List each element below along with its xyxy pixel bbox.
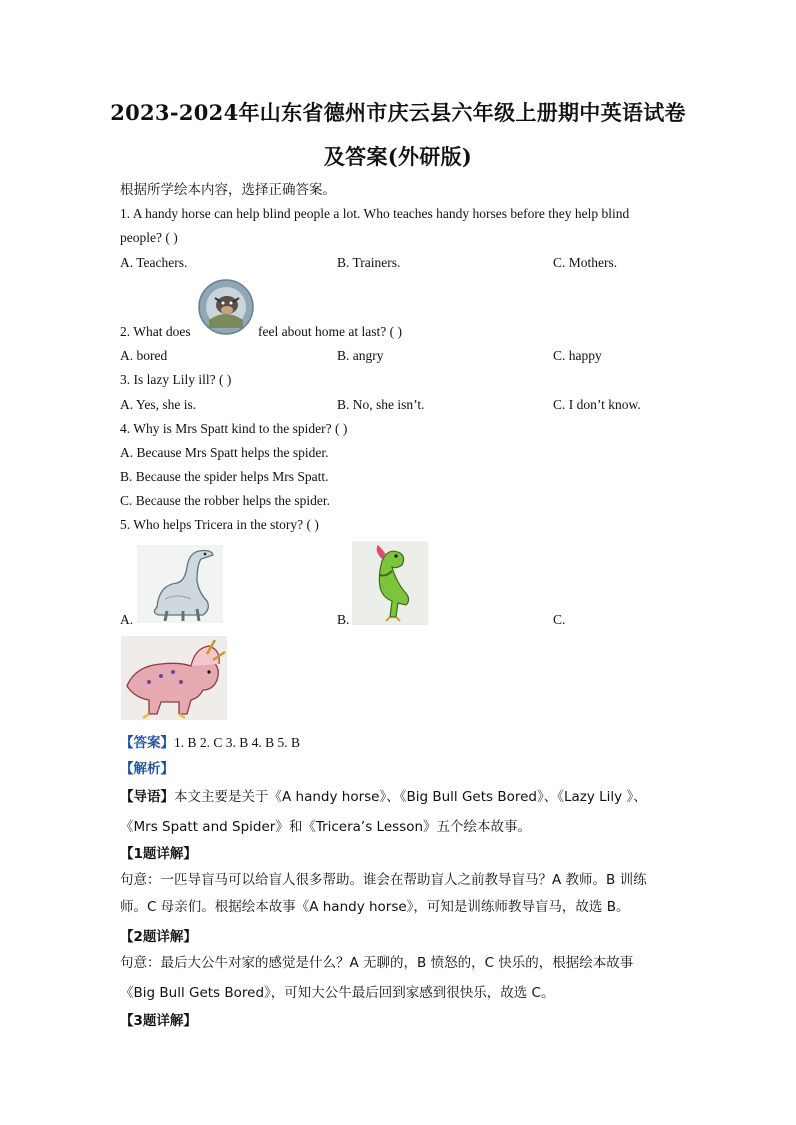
q5-option-b-label: B. — [337, 612, 350, 627]
detail-3-tag: 【3题详解】 — [120, 1013, 197, 1029]
detail-2-line-1: 句意：最后大公牛对家的感觉是什么？A 无聊的，B 愤怒的，C 快乐的，根据绘本故事 — [120, 955, 634, 971]
q5-option-c-label: C. — [553, 612, 566, 627]
q1-option-b: B. Trainers. — [337, 255, 401, 270]
q2-option-a: A. bored — [120, 348, 168, 363]
guide-line-1 — [120, 785, 647, 805]
answer-tag: 【答案】 — [120, 735, 174, 751]
green-dinosaur-picture — [352, 541, 428, 625]
q3-option-c: C. I don’t know. — [553, 397, 641, 412]
q2-option-c: C. happy — [553, 348, 602, 363]
bull-picture — [197, 278, 255, 336]
long-neck-dinosaur-picture — [137, 545, 223, 623]
q1-option-a: A. Teachers. — [120, 255, 188, 270]
title-line-1: 2023-2024年山东省德州市庆云县六年级上册期中英语试卷 — [110, 100, 686, 125]
q2-option-b: B. angry — [337, 348, 384, 363]
q2-stem-pre: 2. What does — [120, 324, 191, 339]
guide-text-1: 本文主要是关于《A handy horse》、《Big Bull Gets Bored》、《Lazy Lily 》、 — [174, 789, 647, 805]
q4-option-b: B. Because the spider helps Mrs Spatt. — [120, 469, 329, 484]
q4-stem: 4. Why is Mrs Spatt kind to the spider? ( ) — [120, 421, 348, 436]
title-line-2: 及答案(外研版) — [323, 144, 473, 169]
analysis-tag: 【解析】 — [120, 761, 174, 777]
q4-option-c: C. Because the robber helps the spider. — [120, 493, 330, 508]
q2-stem-post: feel about home at last? ( ) — [258, 324, 402, 339]
q4-option-a: A. Because Mrs Spatt helps the spider. — [120, 445, 329, 460]
q1-option-c: C. Mothers. — [553, 255, 618, 270]
q1-stem-line-1: 1. A handy horse can help blind people a lot. Who teaches handy horses before they help blind — [120, 206, 630, 221]
detail-1-line-2: 师。C 母亲们。根据绘本故事《A handy horse》，可知是训练师教导盲马，故选 B。 — [120, 899, 630, 915]
instruction: 根据所学绘本内容，选择正确答案。 — [120, 182, 336, 198]
detail-1-line-1: 句意：一匹导盲马可以给盲人很多帮助。谁会在帮助盲人之前教导盲马？A 教师。B 训练 — [120, 872, 647, 888]
guide-line-2: 《Mrs Spatt and Spider》和《Tricera’s Lesson》五个绘本故事。 — [120, 819, 532, 835]
guide-tag: 【导语】 — [120, 789, 174, 805]
detail-2-tag: 【2题详解】 — [120, 929, 197, 945]
detail-2-line-2: 《Big Bull Gets Bored》，可知大公牛最后回到家感到很快乐，故选 C。 — [120, 985, 555, 1001]
detail-1-tag: 【1题详解】 — [120, 846, 197, 862]
q5-stem: 5. Who helps Tricera in the story? ( ) — [120, 517, 319, 532]
q5-option-a-label: A. — [120, 612, 134, 627]
analysis-line — [120, 757, 174, 777]
q3-option-a: A. Yes, she is. — [120, 397, 197, 412]
q3-stem: 3. Is lazy Lily ill? ( ) — [120, 372, 232, 387]
triceratops-picture — [121, 636, 227, 720]
q1-stem-line-2: people? ( ) — [120, 230, 178, 245]
answer-line — [120, 731, 300, 751]
q3-option-b: B. No, she isn’t. — [337, 397, 425, 412]
answer-text: 1. B 2. C 3. B 4. B 5. B — [174, 735, 301, 750]
